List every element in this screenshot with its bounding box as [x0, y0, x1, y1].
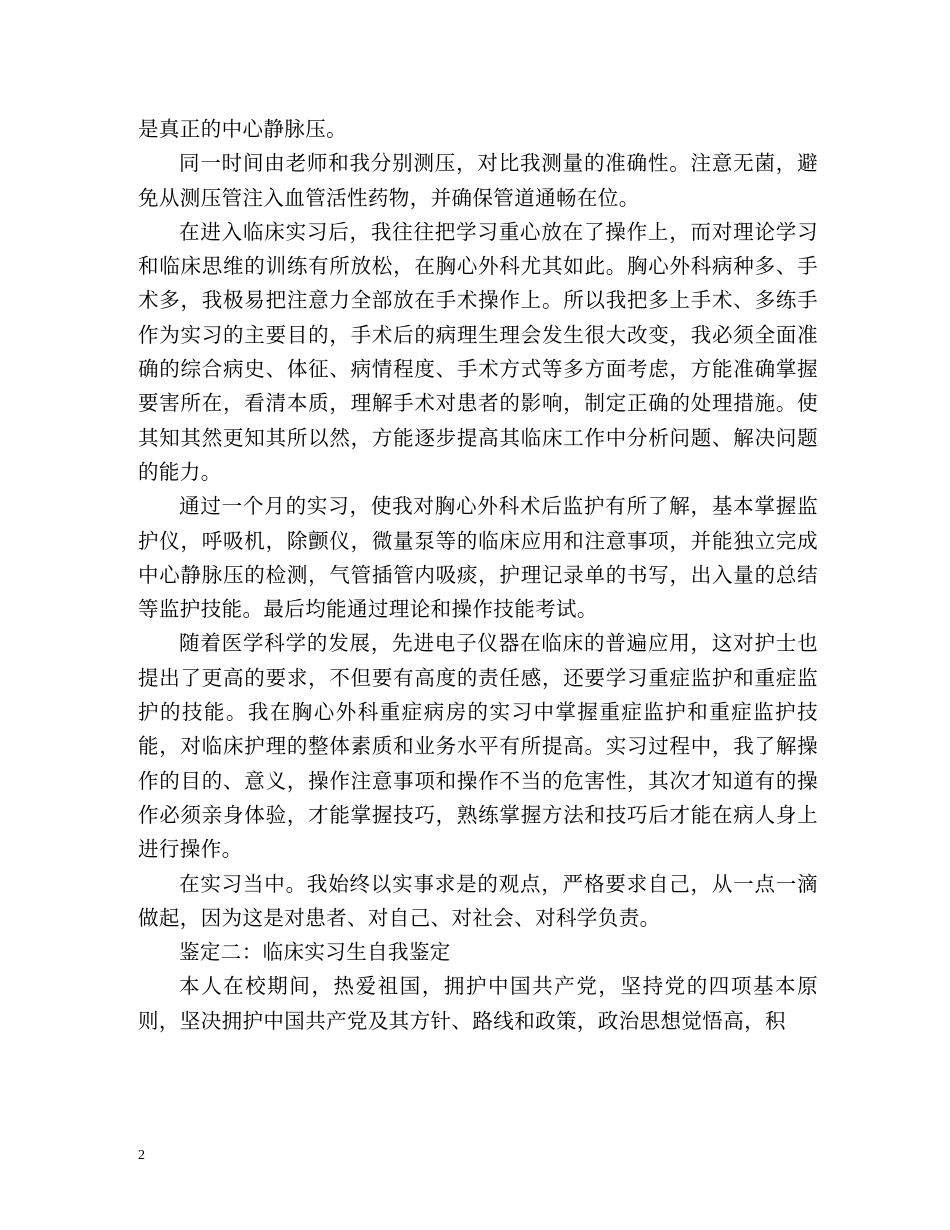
paragraph-continuation: 是真正的中心静脉压。 [138, 117, 347, 141]
paragraph: 在实习当中。我始终以实事求是的观点，严格要求自己，从一点一滴做起，因为这是对患者、对自己、对社会、对科学负责。 [138, 871, 818, 930]
paragraph: 在进入临床实习后，我往往把学习重心放在了操作上，而对理论学习和临床思维的训练有所放松，在胸心外科尤其如此。胸心外科病种多、手术多，我极易把注意力全部放在手术操作上。所以我把多上手术、多练手作为实习的主要目的，手术后的病理生理会发生很大改变，我必须全面准确的综合病史、体征、病情程度、手术方式等多方面考虑，方能准确掌握要害所在，看清本质，理解手术对患者的影响，制定正确的处理措施。使其知其然更知其所以然，方能逐步提高其临床工作中分析问题、解决问题的能力。 [138, 219, 818, 484]
page-number: 2 [138, 1148, 145, 1163]
paragraph: 本人在校期间，热爱祖国，拥护中国共产党，坚持党的四项基本原则，坚决拥护中国共产党及其方针、路线和政策，政治思想觉悟高，积 [138, 974, 818, 1033]
paragraph: 通过一个月的实习，使我对胸心外科术后监护有所了解，基本掌握监护仪，呼吸机，除颤仪，微量泵等的临床应用和注意事项，并能独立完成中心静脉压的检测，气管插管内吸痰，护理记录单的书写，出入量的总结等监护技能。最后均能通过理论和操作技能考试。 [138, 494, 818, 622]
document-body [138, 112, 818, 1038]
section-heading: 鉴定二：临床实习生自我鉴定 [179, 940, 451, 965]
paragraph: 同一时间由老师和我分别测压，对比我测量的准确性。注意无菌，避免从测压管注入血管活性药物，并确保管道通畅在位。 [138, 151, 818, 210]
paragraph: 随着医学科学的发展，先进电子仪器在临床的普遍应用，这对护士也提出了更高的要求，不但要有高度的责任感，还要学习重症监护和重症监护的技能。我在胸心外科重症病房的实习中掌握重症监护和重症监护技能，对临床护理的整体素质和业务水平有所提高。实习过程中，我了解操作的目的、意义，操作注意事项和操作不当的危害性，其次才知道有的操作必须亲身体验，才能掌握技巧，熟练掌握方法和技巧后才能在病人身上进行操作。 [138, 631, 818, 862]
